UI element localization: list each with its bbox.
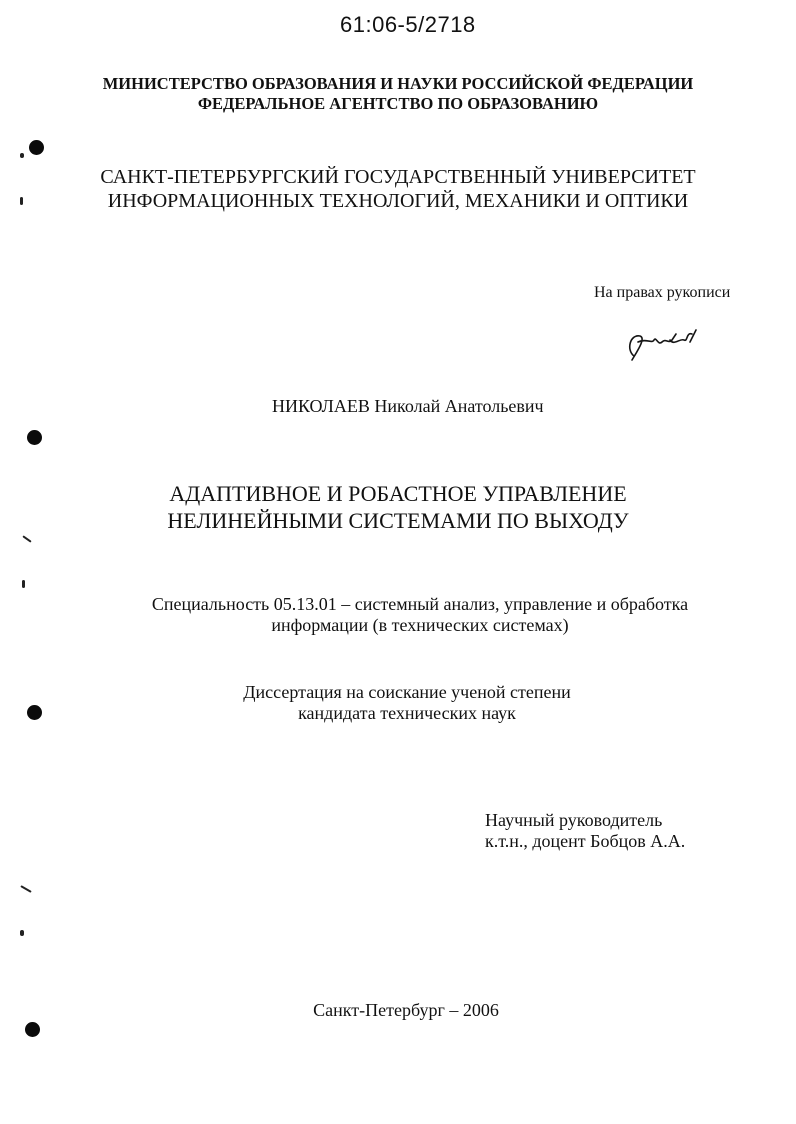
- ministry-line-2: ФЕДЕРАЛЬНОЕ АГЕНТСТВО ПО ОБРАЗОВАНИЮ: [197, 94, 599, 113]
- rights-note: На правах рукописи: [594, 284, 731, 301]
- punch-hole-2: [27, 430, 42, 445]
- scan-speck: [20, 153, 24, 158]
- scan-speck: [20, 885, 31, 893]
- supervisor-line-2: к.т.н., доцент Бобцов А.А.: [485, 831, 686, 851]
- scan-speck: [22, 580, 25, 588]
- scan-speck: [20, 930, 24, 936]
- speciality: [100, 594, 740, 636]
- university-name: [0, 165, 796, 213]
- archive-code: 61:06-5/2718: [340, 12, 476, 37]
- title-line-2: НЕЛИНЕЙНЫМИ СИСТЕМАМИ ПО ВЫХОДУ: [167, 508, 629, 533]
- supervisor: [485, 810, 685, 852]
- degree-line-2: кандидата технических наук: [298, 703, 516, 723]
- city-year: Санкт-Петербург – 2006: [313, 1000, 499, 1020]
- supervisor-line-1: Научный руководитель: [485, 810, 663, 830]
- dissertation-title: [0, 480, 796, 534]
- speciality-line-1: Специальность 05.13.01 – системный анализ, управление и обработка: [151, 594, 689, 614]
- punch-hole-1: [29, 140, 44, 155]
- author-name: НИКОЛАЕВ Николай Анатольевич: [272, 396, 544, 416]
- university-line-2: ИНФОРМАЦИОННЫХ ТЕХНОЛОГИЙ, МЕХАНИКИ И ОПТИКИ: [107, 190, 689, 212]
- punch-hole-4: [25, 1022, 40, 1037]
- signature-icon: [624, 320, 702, 364]
- ministry-header: [0, 74, 796, 114]
- speciality-line-2: информации (в технических системах): [271, 615, 569, 635]
- university-line-1: САНКТ-ПЕТЕРБУРГСКИЙ ГОСУДАРСТВЕННЫЙ УНИВЕРСИТЕТ: [100, 166, 696, 188]
- ministry-line-1: МИНИСТЕРСТВО ОБРАЗОВАНИЯ И НАУКИ РОССИЙСКОЙ ФЕДЕРАЦИИ: [102, 74, 694, 93]
- degree-line-1: Диссертация на соискание ученой степени: [243, 682, 571, 702]
- title-line-1: АДАПТИВНОЕ И РОБАСТНОЕ УПРАВЛЕНИЕ: [169, 481, 627, 506]
- scan-speck: [22, 535, 31, 542]
- degree-statement: [0, 682, 796, 724]
